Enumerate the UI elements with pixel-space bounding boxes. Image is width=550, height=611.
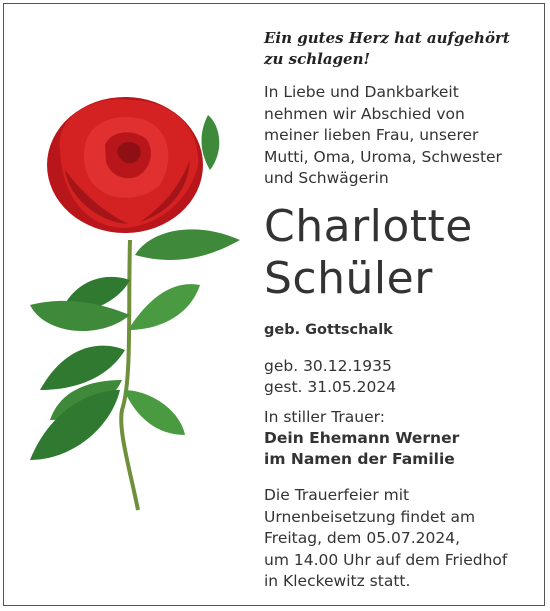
motto-line: zu schlagen! [264, 50, 371, 68]
intro-line: In Liebe und Dankbarkeit [264, 83, 459, 101]
birth-date: geb. 30.12.1935 [264, 357, 392, 375]
intro-line: meiner lieben Frau, unserer [264, 126, 479, 144]
funeral-line: in Kleckewitz statt. [264, 572, 411, 590]
deceased-name [264, 201, 473, 305]
funeral-line: Die Trauerfeier mit [264, 486, 410, 504]
life-dates [264, 356, 396, 398]
mourners [264, 407, 459, 470]
intro-line: und Schwägerin [264, 169, 389, 187]
intro-line: Mutti, Oma, Uroma, Schwester [264, 147, 502, 166]
funeral-line: Freitag, dem 05.07.2024, [264, 529, 461, 547]
born-name: geb. Gottschalk [264, 322, 393, 338]
mourner-line: im Namen der Familie [264, 450, 455, 468]
first-name: Charlotte [264, 201, 473, 252]
mourner-line: Dein Ehemann Werner [264, 429, 460, 447]
funeral-line: um 14.00 Uhr auf dem Friedhof [264, 550, 508, 569]
motto [264, 28, 510, 70]
intro-text [264, 82, 549, 190]
red-rose-icon [10, 90, 250, 530]
last-name: Schüler [264, 253, 433, 304]
death-date: gest. 31.05.2024 [264, 378, 397, 396]
mourning-intro: In stiller Trauer: [264, 408, 385, 426]
motto-line: Ein gutes Herz hat aufgehört [264, 29, 510, 47]
intro-line: nehmen wir Abschied von [264, 104, 465, 123]
funeral-line: Urnenbeisetzung findet am [264, 507, 476, 526]
funeral-info [264, 485, 507, 593]
